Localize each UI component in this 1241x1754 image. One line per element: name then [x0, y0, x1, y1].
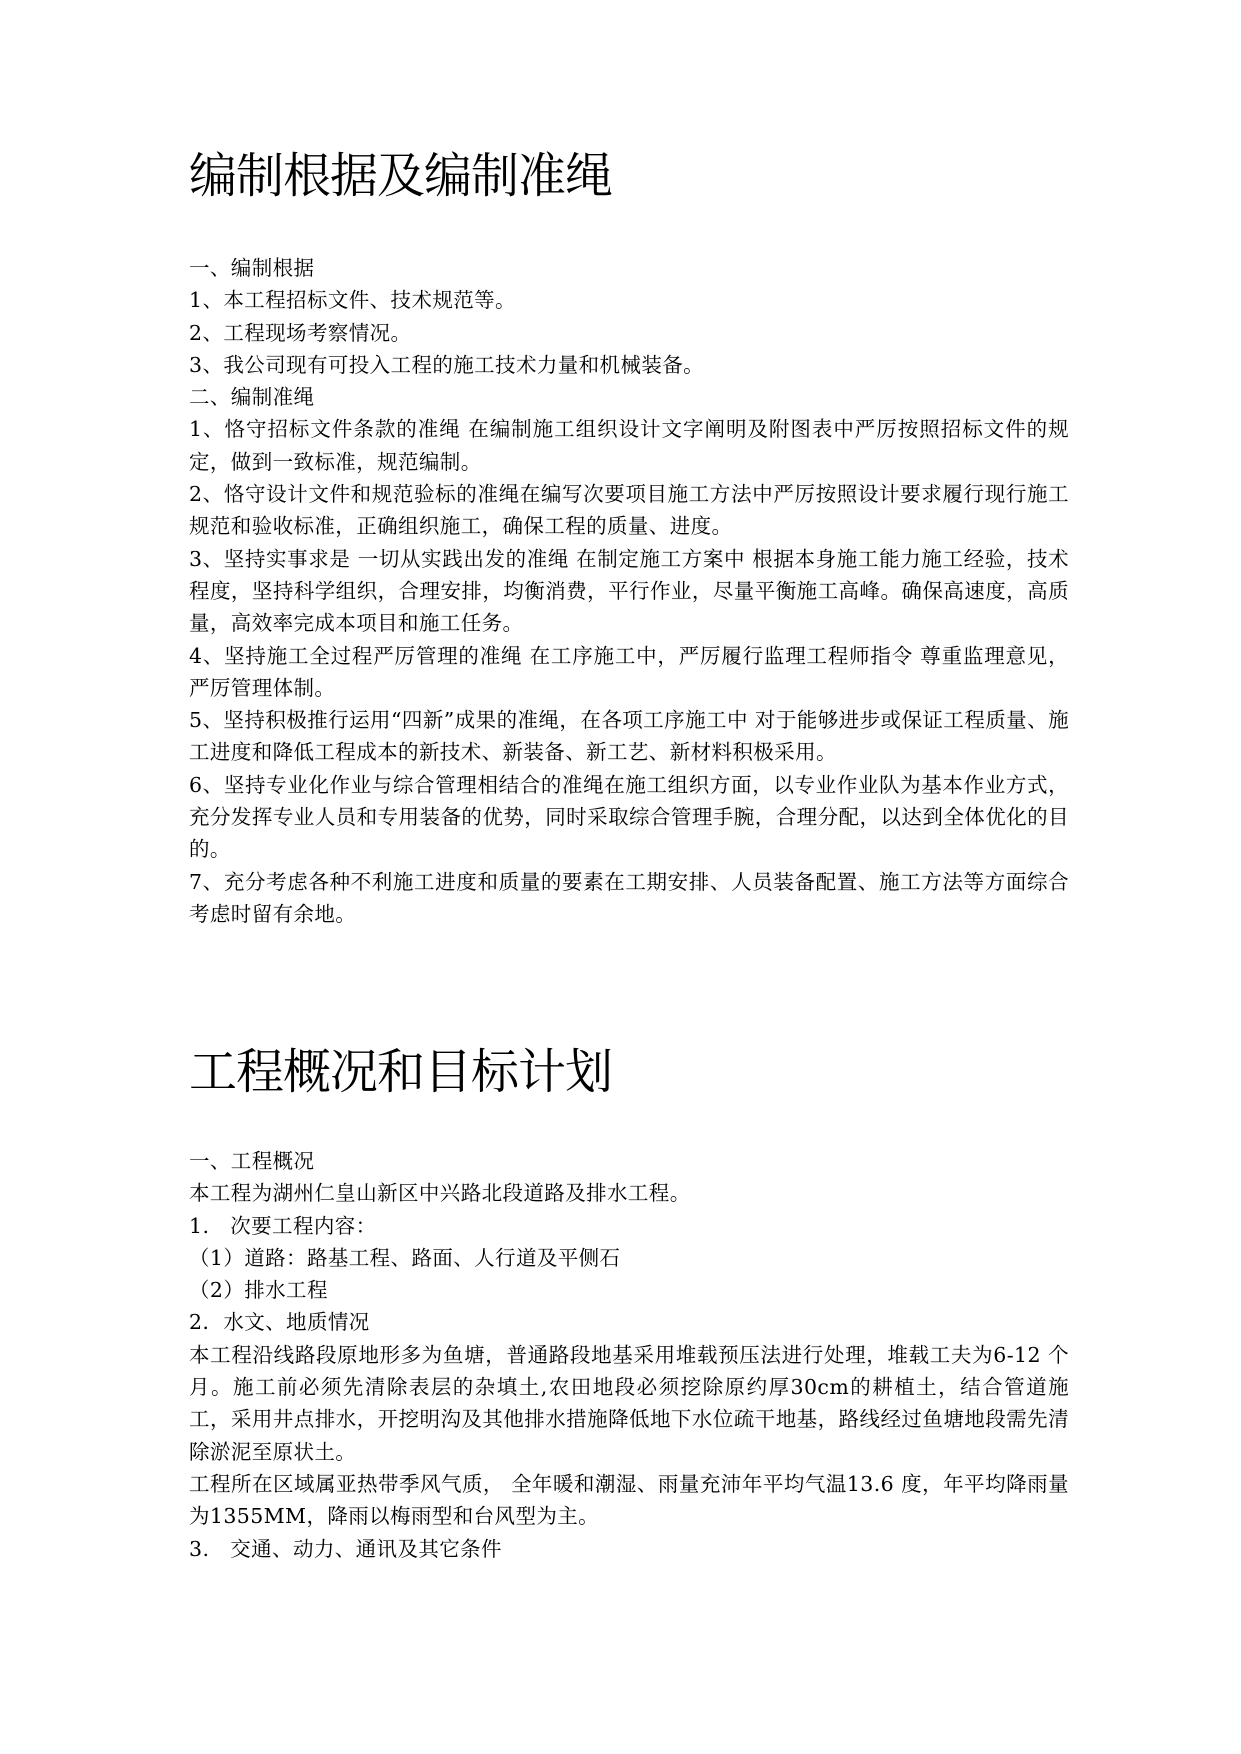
- paragraph: 3、我公司现有可投入工程的施工技术力量和机械装备。: [189, 352, 705, 377]
- paragraph: 2、工程现场考察情况。: [189, 320, 412, 345]
- paragraph: 一、编制根据: [189, 256, 315, 280]
- paragraph: 1、本工程招标文件、技术规范等。: [189, 288, 516, 313]
- paragraph: 二、编制准绳: [189, 385, 315, 410]
- paragraph: 本工程为湖州仁皇山新区中兴路北段道路及排水工程。: [189, 1181, 691, 1206]
- paragraph: 1. 次要工程内容：: [189, 1213, 377, 1238]
- paragraph: （2）排水工程: [189, 1278, 328, 1303]
- paragraph: 3、坚持实事求是 一切从实践出发的准绳 在制定施工方案中 根据本身施工能力施工经验，技术程度，坚持科学组织，合理安排，均衡消费，平行作业，尽量平衡施工高峰。确保高速度，高质量，高效率完成本项目和施工任务。: [189, 546, 1069, 636]
- section-title-project-overview: 工程概况和目标计划: [189, 1044, 613, 1100]
- paragraph: 1、恪守招标文件条款的准绳 在编制施工组织设计文字阐明及附图表中严厉按照招标文件的规定，做到一致标准，规范编制。: [189, 417, 1069, 474]
- paragraph: 6、坚持专业化作业与综合管理相结合的准绳在施工组织方面，以专业作业队为基本作业方式，充分发挥专业人员和专用装备的优势，同时采取综合管理手腕，合理分配，以达到全体优化的目的。: [189, 772, 1069, 862]
- section-title-compilation-basis: 编制根据及编制准绳: [189, 148, 613, 204]
- paragraph: 2、恪守设计文件和规范验标的准绳在编写次要项目施工方法中严厉按照设计要求履行现行施工规范和验收标准，正确组织施工，确保工程的质量、进度。: [189, 482, 1069, 539]
- section-body-compilation-basis: [189, 252, 1069, 930]
- paragraph: 工程所在区域属亚热带季风气质， 全年暖和潮湿、雨量充沛年平均气温13.6 度，年平均降雨量为1355MM，降雨以梅雨型和台风型为主。: [189, 1471, 1069, 1529]
- paragraph: 本工程沿线路段原地形多为鱼塘，普通路段地基采用堆载预压法进行处理，堆载工夫为6-12 个月。施工前必须先清除表层的杂填土,农田地段必须挖除原约厚30cm的耕植土，结合管道施工，采用井点排水，开挖明沟及其他排水措施降低地下水位疏干地基，路线经过鱼塘地段需先清除淤泥至原状土。: [189, 1342, 1069, 1464]
- paragraph: （1）道路：路基工程、路面、人行道及平侧石: [189, 1245, 621, 1270]
- paragraph: 一、工程概况: [189, 1149, 315, 1173]
- paragraph: 5、坚持积极推行运用“四新”成果的准绳，在各项工序施工中 对于能够进步或保证工程质量、施工进度和降低工程成本的新技术、新装备、新工艺、新材料积极采用。: [189, 708, 1069, 765]
- section-body-project-overview: [189, 1145, 1069, 1565]
- paragraph: 2．水文、地质情况: [189, 1310, 370, 1335]
- paragraph: 4、坚持施工全过程严厉管理的准绳 在工序施工中，严厉履行监理工程师指令 尊重监理意见，严厉管理体制。: [189, 643, 1069, 700]
- paragraph: 3. 交通、动力、通讯及其它条件: [189, 1536, 502, 1561]
- paragraph: 7、充分考虑各种不利施工进度和质量的要素在工期安排、人员装备配置、施工方法等方面综合考虑时留有余地。: [189, 869, 1069, 926]
